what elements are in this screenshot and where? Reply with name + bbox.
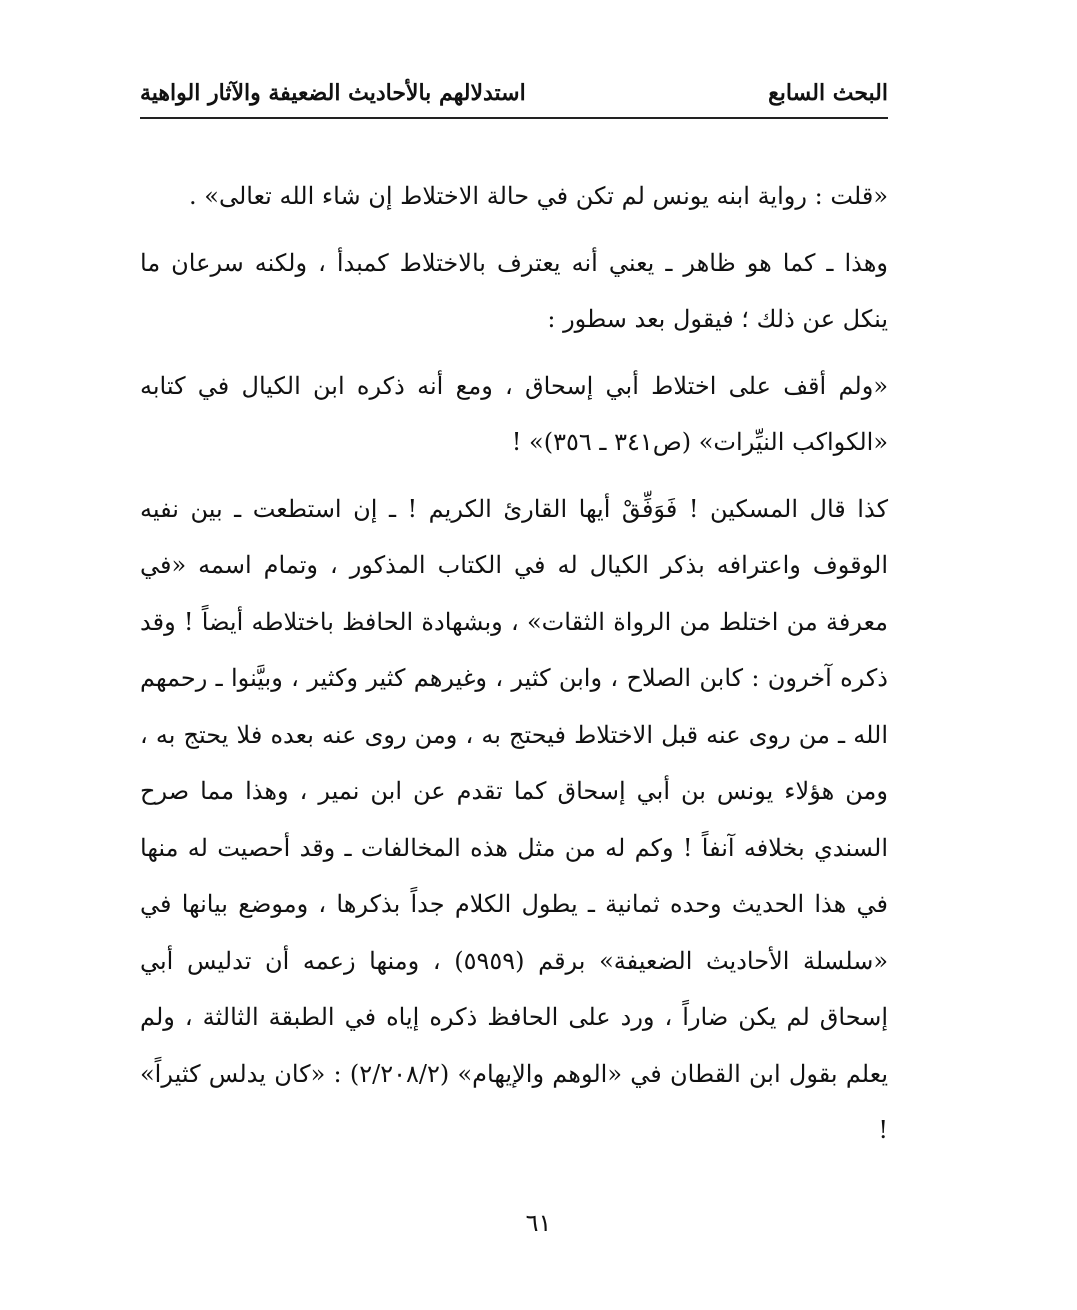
chapter-title: البحث السابع: [768, 80, 888, 106]
paragraph: «قلت : رواية ابنه يونس لم تكن في حالة الاختلاط إن شاء الله تعالى» .: [189, 182, 888, 210]
paragraph: كذا قال المسكين ! فَوَفِّقْ أيها القارئ الكريم ! ـ إن استطعت ـ بين نفيه الوقوف واعترافه بذكر الكيال له في الكتاب المذكور ، وتمام اسمه «في معرفة من اختلط من الرواة الثقات» ، وبشهادة الحافظ باختلاطه أيضاً ! وقد ذكره آخرون : كابن الصلاح ، وابن كثير ، وغيرهم كثير وكثير ، وبيَّنوا ـ رحمهم الله ـ من روى عنه قبل الاختلاط فيحتج به ، ومن روى عنه بعده فلا يحتج به ، ومن هؤلاء يونس بن أبي إسحاق كما تقدم عن ابن نمير ، وهذا مما صرح السندي بخلافه آنفاً ! وكم له من مثل هذه المخالفات ـ وقد أحصيت له منها في هذا الحديث وحده ثمانية ـ يطول الكلام جداً بذكرها ، وموضع بيانها في «سلسلة الأحاديث الضعيفة» برقم (٥٩٥٩) ، ومنها زعمه أن تدليس أبي إسحاق لم يكن ضاراً ، ورد على الحافظ ذكره إياه في الطبقة الثالثة ، ولم يعلم بقول ابن القطان في «الوهم والإيهام» (٢/٢٠٨/٢) : «كان يدلس كثيراً» !: [140, 494, 889, 1144]
page-body: [140, 168, 888, 1159]
paragraph: «ولم أقف على اختلاط أبي إسحاق ، ومع أنه ذكره ابن الكيال في كتابه «الكواكب النيِّرات» (ص٣٤١ ـ ٣٥٦)» !: [140, 371, 888, 456]
running-header: [140, 70, 888, 116]
paragraph: وهذا ـ كما هو ظاهر ـ يعني أنه يعترف بالاختلاط كمبدأ ، ولكنه سرعان ما ينكل عن ذلك ؛ فيقول بعد سطور :: [140, 248, 888, 333]
section-title: استدلالهم بالأحاديث الضعيفة والآثار الواهية: [140, 80, 526, 106]
page-number: ٦١: [525, 1209, 552, 1237]
header-divider: [140, 117, 888, 119]
